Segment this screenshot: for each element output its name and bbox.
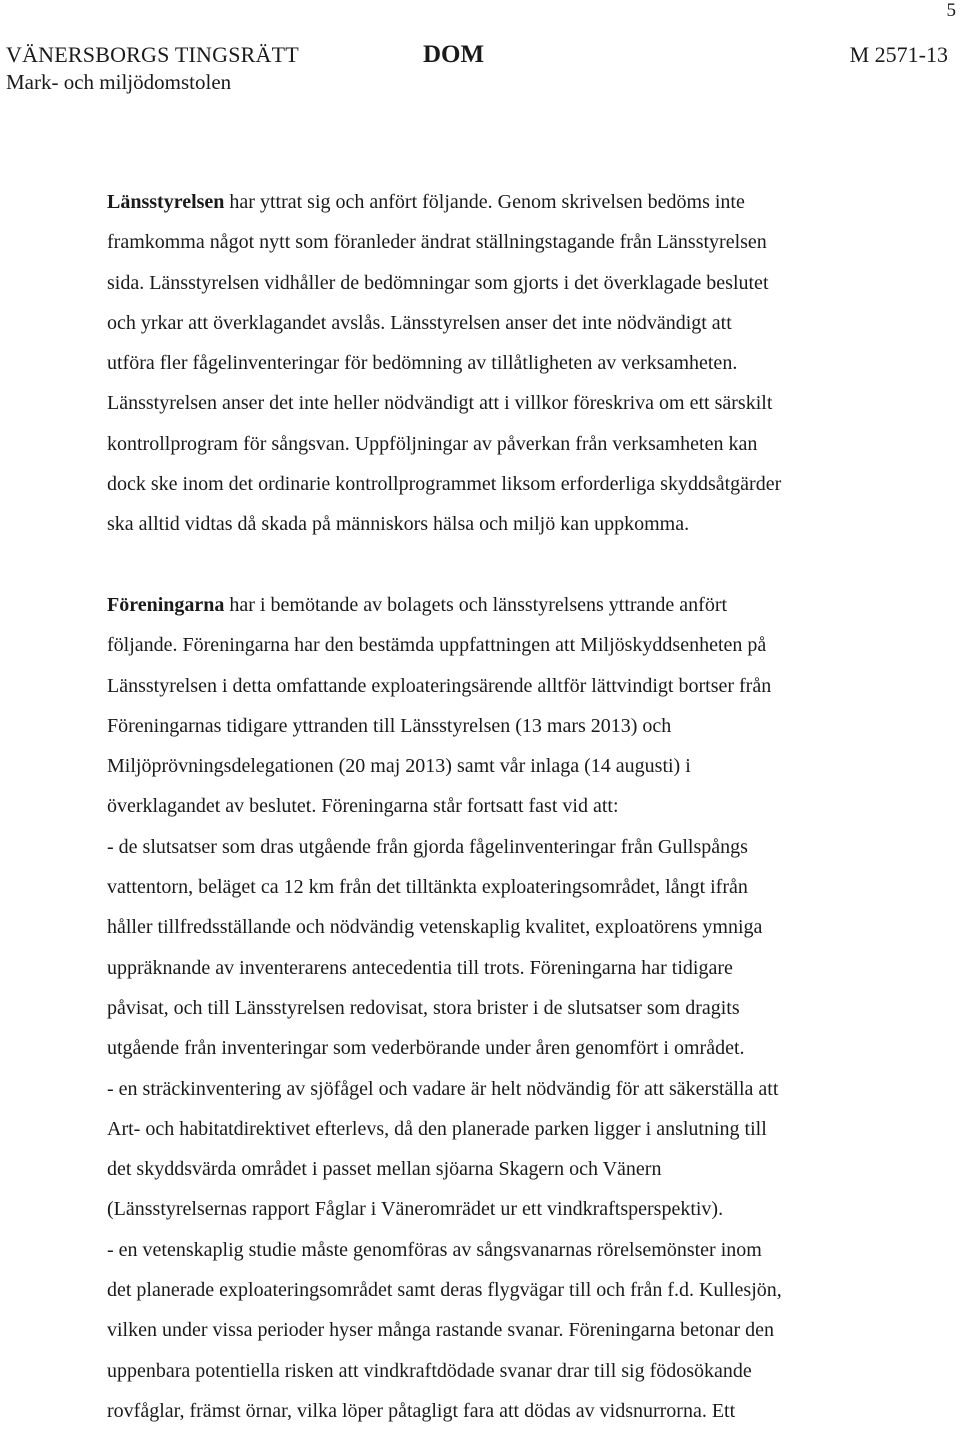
paragraph-line: Länsstyrelsen i detta omfattande exploateringsärende alltför lättvindigt bortser från bbox=[107, 674, 772, 697]
page-number: 5 bbox=[946, 0, 956, 21]
paragraph-line: uppräknande av inventerarens antecedentia till trots. Föreningarna har tidigare bbox=[107, 956, 733, 979]
paragraph-line: - en sträckinventering av sjöfågel och vadare är helt nödvändig för att säkerställa att bbox=[107, 1077, 779, 1100]
paragraph-line: Föreningarnas tidigare yttranden till Länsstyrelsen (13 mars 2013) och bbox=[107, 714, 672, 737]
paragraph-line: påvisat, och till Länsstyrelsen redovisat, stora brister i de slutsatser som dragits bbox=[107, 996, 740, 1019]
paragraph-line: rovfåglar, främst örnar, vilka löper påtagligt fara att dödas av vidsnurrorna. Ett bbox=[107, 1399, 736, 1422]
document-body bbox=[107, 182, 907, 1431]
paragraph-line: (Länsstyrelsernas rapport Fåglar i Väneromrädet ur ett vindkraftsperspektiv). bbox=[107, 1198, 724, 1221]
paragraph-line: dock ske inom det ordinarie kontrollprogrammet liksom erforderliga skyddsåtgärder bbox=[107, 473, 782, 496]
paragraph-line: utgående från inventeringar som vederbörande under åren genomfört i området. bbox=[107, 1037, 745, 1060]
paragraph-foreningarna bbox=[107, 585, 907, 1431]
paragraph-line: följande. Föreningarna har den bestämda uppfattningen att Miljöskyddsenheten på bbox=[107, 634, 767, 657]
court-division: Mark- och miljödomstolen bbox=[6, 70, 232, 94]
paragraph-line: framkomma något nytt som föranleder ändrat ställningstagande från Länsstyrelsen bbox=[107, 231, 767, 254]
paragraph-line bbox=[107, 182, 907, 222]
paragraph-line: Art- och habitatdirektivet efterlevs, då den planerade parken ligger i anslutning till bbox=[107, 1117, 767, 1140]
paragraph-line: uppenbara potentiella risken att vindkraftdödade svanar drar till sig födosökande bbox=[107, 1359, 752, 1382]
paragraph-line: Länsstyrelsen anser det inte heller nödvändigt att i villkor föreskriva om ett särskilt bbox=[107, 392, 773, 415]
paragraph-line: utföra fler fågelinventeringar för bedömning av tillåtligheten av verksamheten. bbox=[107, 352, 738, 375]
paragraph-line: - de slutsatser som dras utgående från gjorda fågelinventeringar från Gullspångs bbox=[107, 835, 748, 858]
paragraph-line: Miljöprövningsdelegationen (20 maj 2013) samt vår inlaga (14 augusti) i bbox=[107, 755, 691, 778]
paragraph-line: - en vetenskaplig studie måste genomföras av sångsvanarnas rörelsemönster inom bbox=[107, 1238, 762, 1261]
paragraph-lansstyrelsen bbox=[107, 182, 907, 545]
paragraph-line-text: har i bemötande av bolagets och länsstyrelsens yttrande anfört bbox=[224, 593, 728, 616]
paragraph-line-text: har yttrat sig och anfört följande. Genom skrivelsen bedöms inte bbox=[224, 191, 745, 213]
case-number: M 2571-13 bbox=[849, 42, 948, 67]
paragraph-line: sida. Länsstyrelsen vidhåller de bedömningar som gjorts i det överklagade beslutet bbox=[107, 271, 769, 294]
paragraph-line: det planerade exploateringsområdet samt deras flygvägar till och från f.d. Kullesjön, bbox=[107, 1279, 782, 1302]
document-type: DOM bbox=[423, 41, 485, 68]
paragraph-line: överklagandet av beslutet. Föreningarna står fortsatt fast vid att: bbox=[107, 795, 619, 818]
paragraph-line: kontrollprogram för sångsvan. Uppföljningar av påverkan från verksamheten kan bbox=[107, 432, 758, 455]
paragraph-line: vilken under vissa perioder hyser många rastande svanar. Föreningarna betonar den bbox=[107, 1319, 774, 1342]
paragraph-line: och yrkar att överklagandet avslås. Länsstyrelsen anser det inte nödvändigt att bbox=[107, 311, 732, 334]
paragraph-line: håller tillfredsställande och nödvändig vetenskaplig kvalitet, exploatörens ymniga bbox=[107, 916, 763, 939]
court-name: VÄNERSBORGS TINGSRÄTT bbox=[6, 42, 299, 67]
paragraph-lead: Länsstyrelsen bbox=[107, 191, 225, 213]
document-header bbox=[6, 42, 948, 98]
paragraph-line: ska alltid vidtas då skada på människors hälsa och miljö kan uppkomma. bbox=[107, 513, 690, 536]
paragraph-line: vattentorn, beläget ca 12 km från det tilltänkta exploateringsområdet, långt ifrån bbox=[107, 876, 748, 899]
paragraph-lead: Föreningarna bbox=[107, 593, 225, 616]
paragraph-line bbox=[107, 585, 907, 625]
paragraph-line: det skyddsvärda området i passet mellan sjöarna Skagern och Vänern bbox=[107, 1158, 662, 1181]
